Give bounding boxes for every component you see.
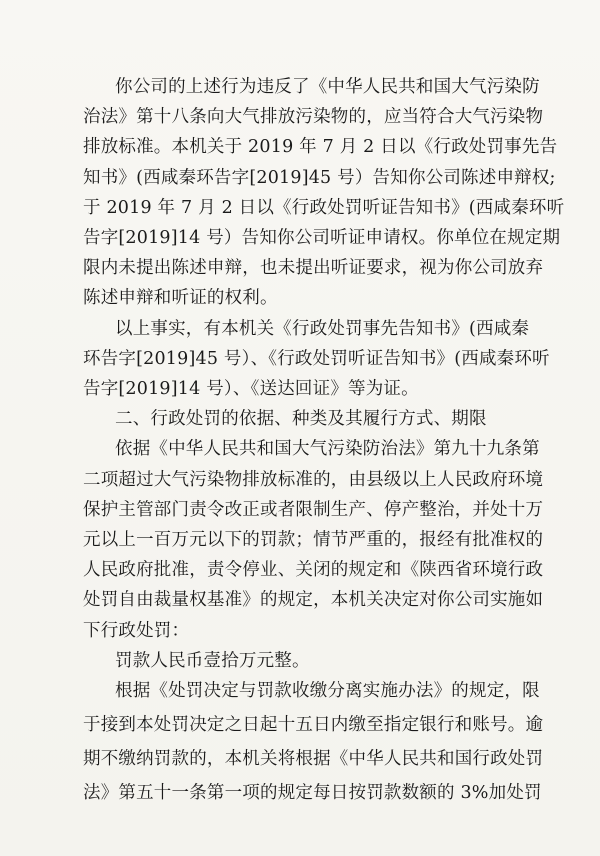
paragraph-line: 元以上一百万元以下的罚款；情节严重的，报经有批准权的 [83, 530, 544, 550]
paragraph-line: 你公司的上述行为违反了《中华人民共和国大气污染防 [115, 77, 540, 97]
paragraph-line: 排放标准。本机关于 2019 年 7 月 2 日以《行政处罚事先告 [83, 137, 558, 158]
paragraph-line: 人民政府批准，责令停业、关闭的规定和《陕西省环境行政 [83, 560, 544, 581]
paragraph-line: 二项超过大气污染物排放标准的，由县级以上人民政府环境 [83, 469, 544, 490]
paragraph-line: 告字[2019]14 号）告知你公司听证申请权。你单位在规定期 [83, 228, 561, 248]
paragraph-line: 以上事实，有本机关《行政处罚事先告知书》(西咸秦 [115, 318, 530, 339]
paragraph-line: 期不缴纳罚款的，本机关将根据《中华人民共和国行政处罚 [83, 749, 544, 769]
paragraph-line: 于 2019 年 7 月 2 日以《行政处罚听证告知书》(西咸秦环听 [83, 197, 565, 218]
paragraph-line: 保护主管部门责令改正或者限制生产、停产整治，并处十万 [83, 499, 544, 520]
paragraph-line: 于接到本处罚决定之日起十五日内缴至指定银行和账号。逾 [83, 715, 544, 735]
paragraph-line: 处罚自由裁量权基准》的规定，本机关决定对你公司实施如 [83, 590, 544, 611]
paragraph-line: 告字[2019]14 号）、《送达回证》等为证。 [83, 379, 419, 399]
paragraph-line: 陈述申辩和听证的权利。 [83, 288, 278, 309]
paragraph-line: 环告字[2019]45 号）、《行政处罚听证告知书》(西咸秦环听 [83, 348, 550, 369]
paragraph-line: 限内未提出陈述申辩，也未提出听证要求，视为你公司放弃 [83, 258, 544, 279]
penalty-line: 罚款人民币壹拾万元整。 [115, 650, 310, 671]
paragraph-line: 根据《处罚决定与罚款收缴分离实施办法》的规定，限 [115, 681, 540, 701]
section-heading: 二、行政处罚的依据、种类及其履行方式、期限 [115, 409, 487, 430]
paragraph-line: 下行政处罚： [83, 620, 190, 641]
paragraph-line: 治法》第十八条向大气排放污染物的，应当符合大气污染物 [83, 107, 544, 128]
paragraph-line: 法》第五十一条第一项的规定每日按罚款数额的 3%加处罚 [83, 783, 542, 803]
paragraph-line: 知书》(西咸秦环告字[2019]45 号）告知你公司陈述申辩权; [83, 167, 556, 188]
paragraph-line: 依据《中华人民共和国大气污染防治法》第九十九条第 [115, 439, 540, 460]
